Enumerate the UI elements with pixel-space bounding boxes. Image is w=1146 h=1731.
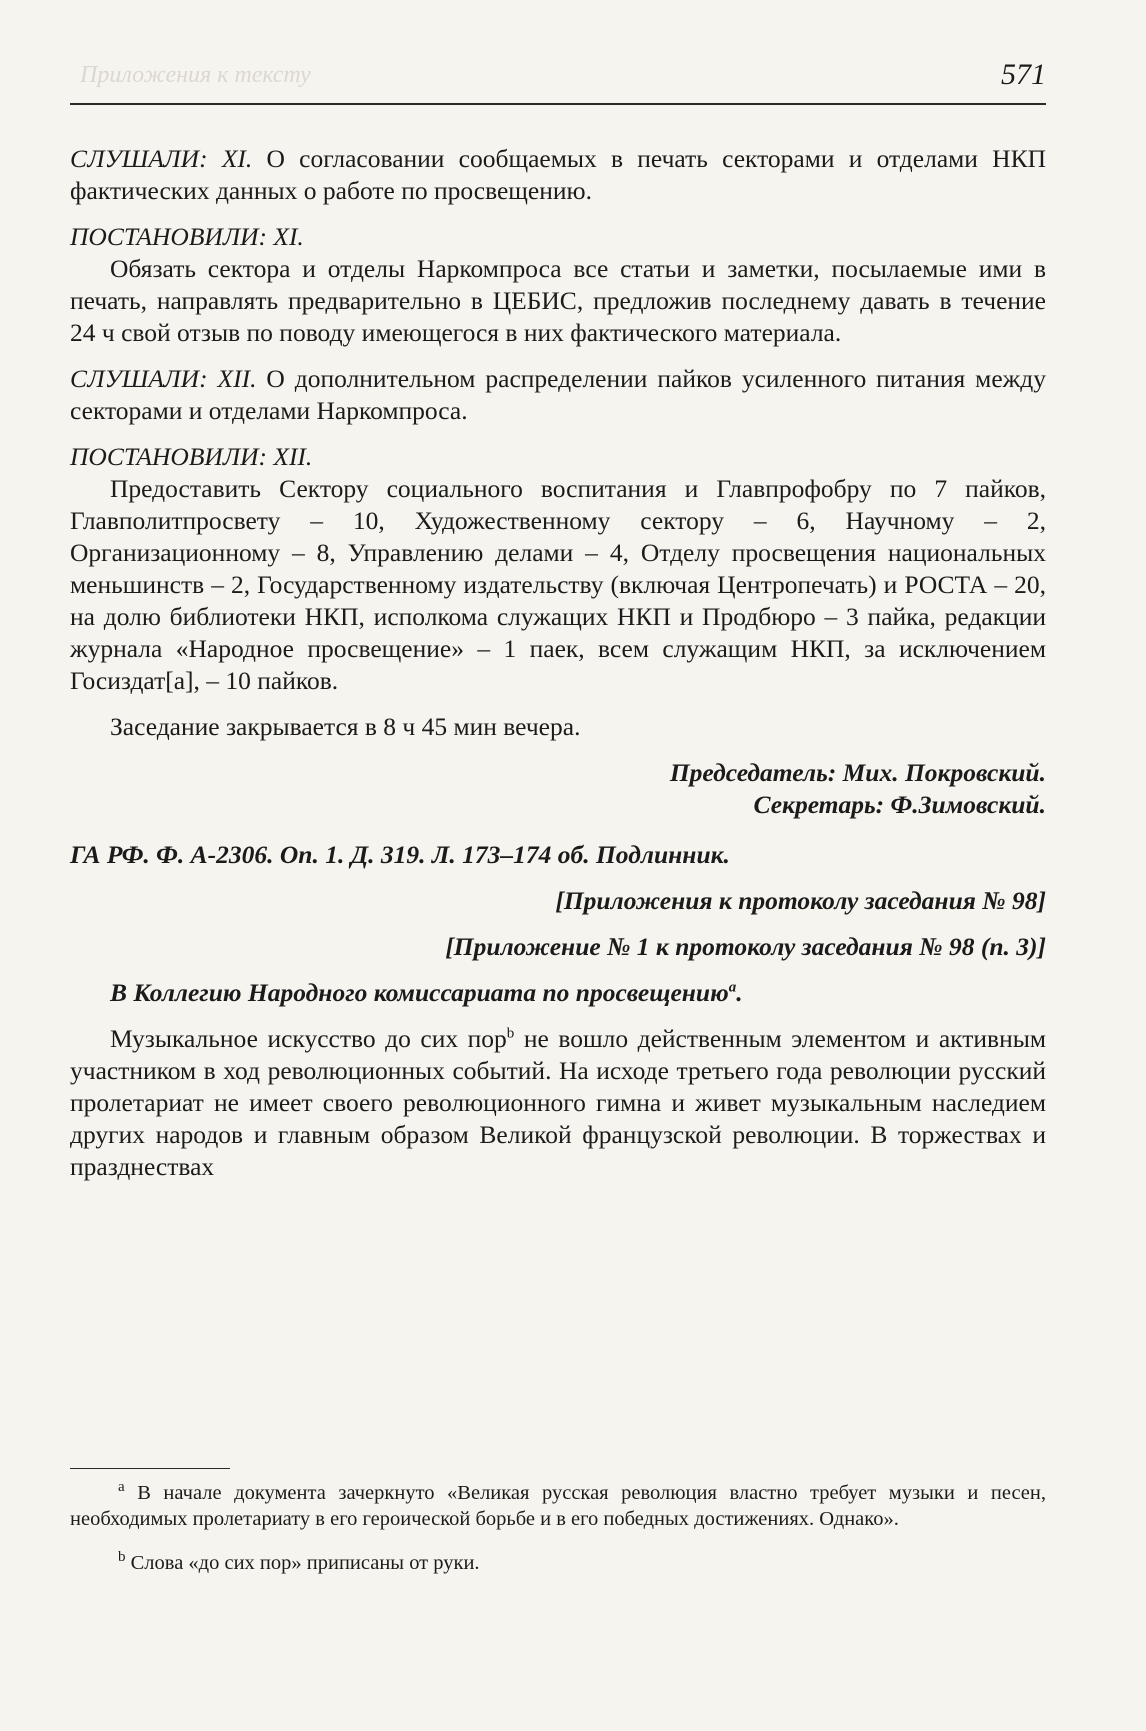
footnote-ref-b: b xyxy=(506,1025,515,1042)
resolved-12-label: ПОСТАНОВИЛИ: XII. xyxy=(70,442,313,471)
heard-text: О согласовании сообщаемых в печать секторами и отделами НКП фактических данных о работе по просвещению. xyxy=(70,144,1046,205)
footnote-b xyxy=(70,1550,1046,1576)
addressee-text: В Коллегию Народного комиссариата по просвещению xyxy=(110,978,729,1007)
footnote-a xyxy=(70,1480,1046,1532)
closing-text: Заседание закрывается в 8 ч 45 мин вечера. xyxy=(110,712,581,741)
footnote-mark: a xyxy=(118,1479,125,1496)
music-text-start: Музыкальное искусство до сих пор xyxy=(110,1024,507,1053)
appendix1-heading: [Приложение № 1 к протоколу заседания № 98 (п. 3)] xyxy=(445,932,1046,961)
footnotes xyxy=(70,1480,1046,1576)
music-paragraph xyxy=(70,1023,1046,1183)
footnote-mark: b xyxy=(118,1549,126,1566)
addressee-end: . xyxy=(736,978,743,1007)
secretary-signature: Секретарь: Ф.Зимовский. xyxy=(753,790,1046,819)
paragraph-heard-12 xyxy=(70,363,1046,427)
heard-text: О дополнительном распределении пайков усиленного питания между секторами и отделами Наркомпроса. xyxy=(70,364,1046,425)
page-number: 571 xyxy=(1001,58,1046,91)
music-text-end: не вошло действенным элементом и активным участником в ход революционных событий. На исходе третьего года революции русский пролетариат не имеет своего революционного гимна и живет музыкальным наследием других народов и главным образом Великой французской революции. В торжествах и празднествах xyxy=(70,1024,1046,1181)
paragraph-heard-11 xyxy=(70,143,1046,207)
chairman-signature: Председатель: Мих. Покровский. xyxy=(669,758,1046,787)
appendix-heading: [Приложения к протоколу заседания № 98] xyxy=(555,886,1046,915)
resolved-11-label: ПОСТАНОВИЛИ: XI. xyxy=(70,222,304,251)
addressee xyxy=(70,977,1046,1009)
footnote-text: Слова «до сих пор» приписаны от руки. xyxy=(125,1552,480,1574)
footnote-rule xyxy=(70,1468,230,1469)
resolved-11-text: Обязать сектора и отделы Наркомпроса все статьи и заметки, посылаемые ими в печать, направлять предварительно в ЦЕБИС, предложив последнему давать в течение 24 ч свой отзыв по поводу имеющегося в них фактического материала. xyxy=(70,254,1046,347)
main-text xyxy=(70,143,1046,1183)
archive-source: ГА РФ. Ф. А-2306. Оп. 1. Д. 319. Л. 173–174 об. Подлинник. xyxy=(70,840,730,869)
heard-label: СЛУШАЛИ: XII. xyxy=(70,364,257,393)
header-rule xyxy=(70,103,1046,105)
resolved-12-text: Предоставить Сектору социального воспитания и Главпрофобру по 7 пайков, Главполитпросвету – 10, Художественному сектору – 6, Научному – 2, Организационному – 8, Управлению делами – 4, Отделу просвещения национальных меньшинств – 2, Государственному издательству (включая Центропечать) и РОСТА – 20, на долю библиотеки НКП, исполкома служащих НКП и Продбюро – 3 пайка, редакции журнала «Народное просвещение» – 1 паек, всем служащим НКП, за исключением Госиздат[а], – 10 пайков. xyxy=(70,474,1046,695)
footnote-ref-a: a xyxy=(728,979,737,996)
heard-label: СЛУШАЛИ: XI. xyxy=(70,144,253,173)
running-title: Приложения к тексту xyxy=(80,62,311,88)
footnote-text: В начале документа зачеркнуто «Великая русская революция властно требует музыки и песен, необходимых пролетариату в его героической борьбе и в его победных достижениях. Однако». xyxy=(70,1482,1046,1530)
